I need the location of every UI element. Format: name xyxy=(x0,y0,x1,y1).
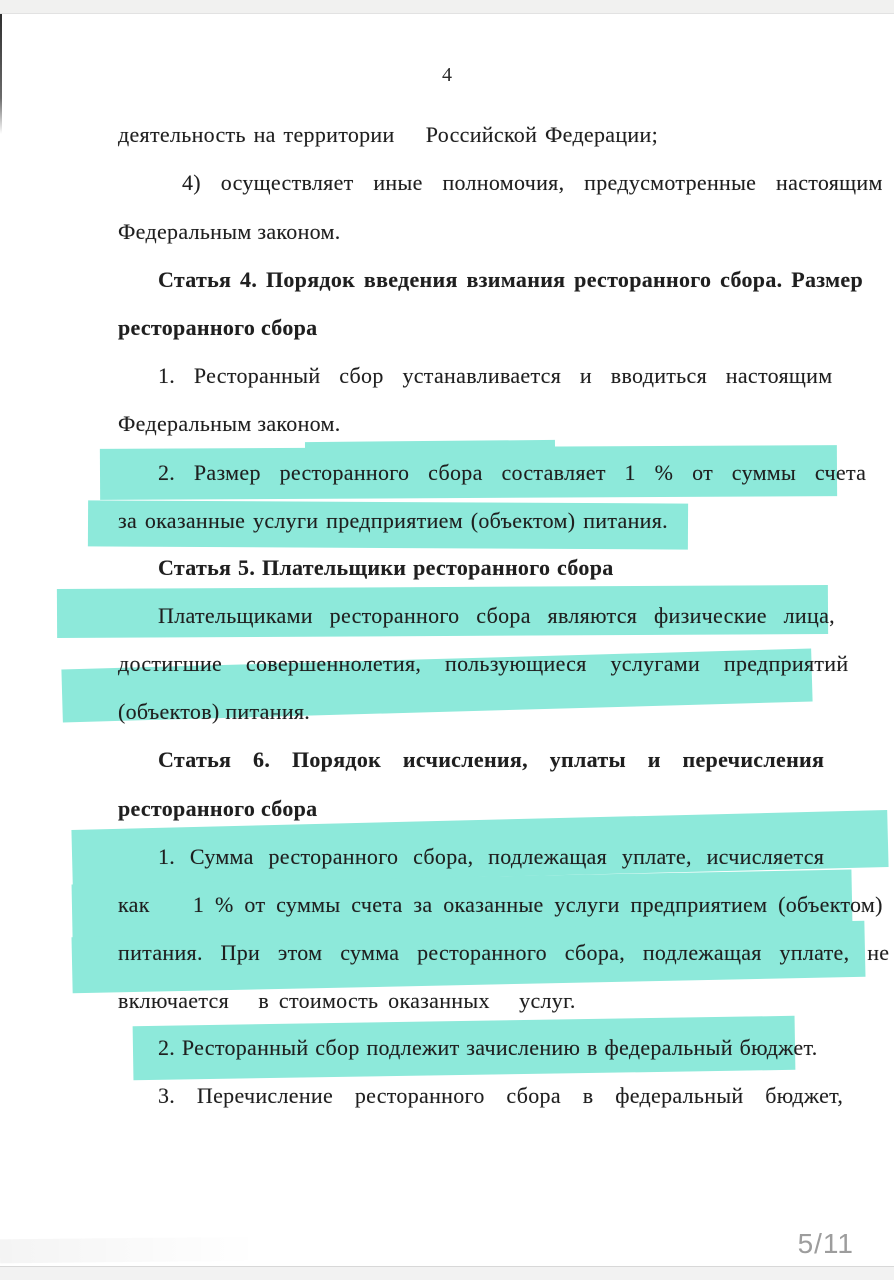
scan-bottom-strip xyxy=(0,1266,894,1280)
text-line: 4) осуществляет иные полномочия, предусмотренные настоящим xyxy=(182,170,883,195)
text-line: 3. Перечисление ресторанного сбора в федеральный бюджет, xyxy=(158,1083,844,1108)
text-line: питания. При этом сумма ресторанного сбора, подлежащая уплате, не xyxy=(118,940,890,965)
text-line: деятельность на территории Российской Федерации; xyxy=(118,122,658,147)
text-line: Федеральным законом. xyxy=(118,411,341,436)
heading-line: Статья 6. Порядок исчисления, уплаты и перечисления xyxy=(158,747,825,772)
text-line: Федеральным законом. xyxy=(118,219,341,244)
page-number: 4 xyxy=(442,64,452,86)
text-line: Плательщиками ресторанного сбора являются физические лица, xyxy=(158,603,835,628)
text-line: (объектов) питания. xyxy=(118,699,311,724)
text-line: 2. Ресторанный сбор подлежит зачислению в федеральный бюджет. xyxy=(158,1035,818,1060)
scan-top-strip xyxy=(0,0,894,14)
heading-line: ресторанного сбора xyxy=(118,796,318,821)
text-line: 1. Ресторанный сбор устанавливается и вводиться настоящим xyxy=(158,363,833,388)
heading-line: Статья 5. Плательщики ресторанного сбора xyxy=(158,555,614,580)
text-line: за оказанные услуги предприятием (объектом) питания. xyxy=(118,508,668,533)
text-line: как 1 % от суммы счета за оказанные услуги предприятием (объектом) xyxy=(118,892,883,917)
scan-smudge xyxy=(0,1237,260,1264)
text-line: достигшие совершеннолетия, пользующиеся услугами предприятий xyxy=(118,651,849,676)
text-line: 2. Размер ресторанного сбора составляет 1 % от суммы счета xyxy=(158,460,867,485)
page-position-indicator: 5/11 xyxy=(797,1228,854,1259)
text-line: 1. Сумма ресторанного сбора, подлежащая уплате, исчисляется xyxy=(158,844,825,869)
heading-line: ресторанного сбора xyxy=(118,315,318,340)
text-line: включается в стоимость оказанных услуг. xyxy=(118,988,576,1013)
heading-line: Статья 4. Порядок введения взимания ресторанного сбора. Размер xyxy=(158,267,863,292)
